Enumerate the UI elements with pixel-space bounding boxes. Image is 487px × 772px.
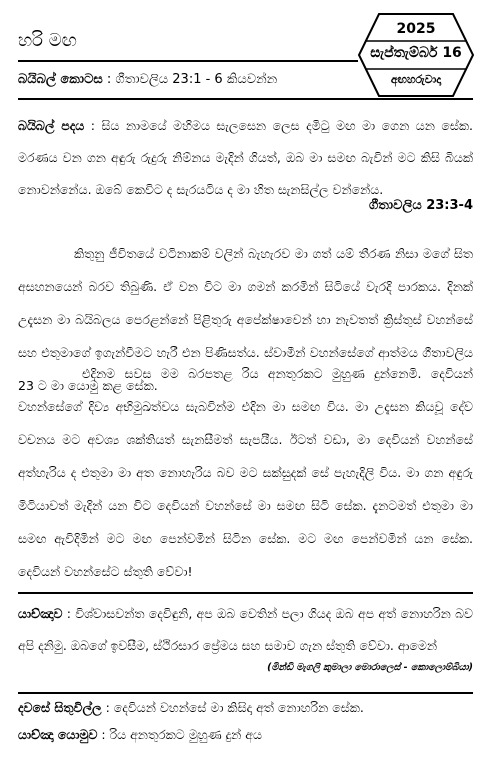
- prayer: [18, 598, 473, 662]
- title-divider: [18, 60, 358, 62]
- date-badge: [357, 12, 475, 98]
- prayer-focus-text: : රිය අනතුරකට මුහුණ දුන් අය: [97, 727, 262, 742]
- devotional-paragraph-1: කිතුනු ජීවිතයේ වටිනාකම් වලින් බැහැරව මා ගත් යම් තීරණ නිසා මගේ සිත අසහනයෙන් බරව තිබුණි. ඒ වන විට මා ගමන් කරමින් සිටියේ වැරදි පාරකය. දිනක් උදැසන මා බයිබලය පෙරළන්නේ පිළිතුරු අපේක්ෂාවෙන් හා නැවතත් ක්‍රිස්තුස් වහන්සේ සහ එතුමාගේ ඉගැන්වීමට හැරී එන පිණිසත්ය. ස්වාමීන් වහන්සේගේ ආත්මය ගීතාවලිය 23 ට මා යොමු කළ සේක.: [18, 246, 473, 393]
- prayer-label: යාච්ඤාව: [18, 606, 63, 621]
- prayer-text: : විශ්වාසවන්ත දෙවිඳුනි, අප ඔබ වෙතින් පලා ගියද ඔබ අප අත් නොහරින බව අපි දනිමු. ඔබගේ ඉවසීම, ස්ථිරසාර ප්‍රේමය සහ සමාව ගැන ස්තුති වේවා. ආමෙන්: [18, 606, 473, 653]
- badge-year: 2025: [396, 21, 436, 37]
- badge-date: සැප්තැම්බර් 16: [370, 45, 462, 61]
- devotional-paragraph-2: එදිනම සවස මම බරපතළ රිය අනතුරකට මුහුණ දුන්නෙමි. දෙවියන් වහන්සේගේ දිව්‍ය අභිමුඛත්වය සැබවින්ම එදින මා සමඟ විය. මා උදැසන කියවූ දේව වචනය මට අවශ්‍ය ශක්තියත් සැනසීමත් සැපයීය. ඊටත් වඩා, මා දෙවියන් වහන්සේ අත්හැරිය ද එතුමා මා අත නොහැරිය බව මට සක්සුදක් සේ පැහැදිලි විය. මා ගන අඳුරු මිටියාවත් මැදින් යන විට දෙවියන් වහන්සේ මා සමඟ සිටි සේක. දැනටමත් එතුමා මා සමඟ ඇවිදිමින් මට මඟ පෙන්වමින් සිටින සේක. මට මඟ පෙන්වමින් යන සේක. දෙවියන් වහන්සේට ස්තුති වේවා!: [18, 366, 473, 579]
- bible-reading: [18, 72, 277, 87]
- author-credit: (මින්ඩි මැගලි කුමාලා මොරාලෙස් - කොලොම්බියා): [267, 662, 473, 673]
- footer-divider: [18, 692, 473, 694]
- reading-divider: [18, 98, 473, 100]
- bible-reading-text: : ගීතාවලිය 23:1 - 6 කියවන්න: [102, 72, 278, 87]
- bible-verse-text: : සිය නාමයේ මහිමය සැලසෙන ලෙස දමිටු මඟ මා ගෙන යන සේක. මරණය වන ගන අඳුරු රුදුරු නිම්නය මැදින් ගියත්, ඔබ මා සමඟ බැවින් මට කිසි බියක් නොවන්නේය. ඔබේ කෙවිට ද සැරයටිය ද මා හිත සැනසිල්ල වන්නේය.: [18, 118, 473, 197]
- thought-text: : දෙවියන් වහන්සේ මා කිසිදා අත් නොහරින සේක.: [101, 700, 364, 715]
- badge-day: අඟහරුවාදා: [390, 73, 442, 86]
- page-title: හරි මඟ: [18, 30, 77, 51]
- thought-for-day: [18, 700, 364, 716]
- bible-reading-label: බයිබල් කොටස: [18, 72, 103, 87]
- thought-label: දවසේ සිතුවිල්ල: [18, 700, 102, 715]
- verse-reference: ගීතාවලිය 23:3-4: [368, 198, 473, 213]
- prayer-focus: [18, 727, 262, 743]
- prayer-focus-label: යාච්ඤා යොමුව: [18, 727, 98, 742]
- bible-verse-label: බයිබල් පදය: [18, 118, 85, 133]
- prayer-divider: [18, 592, 473, 594]
- bible-verse: [18, 110, 473, 206]
